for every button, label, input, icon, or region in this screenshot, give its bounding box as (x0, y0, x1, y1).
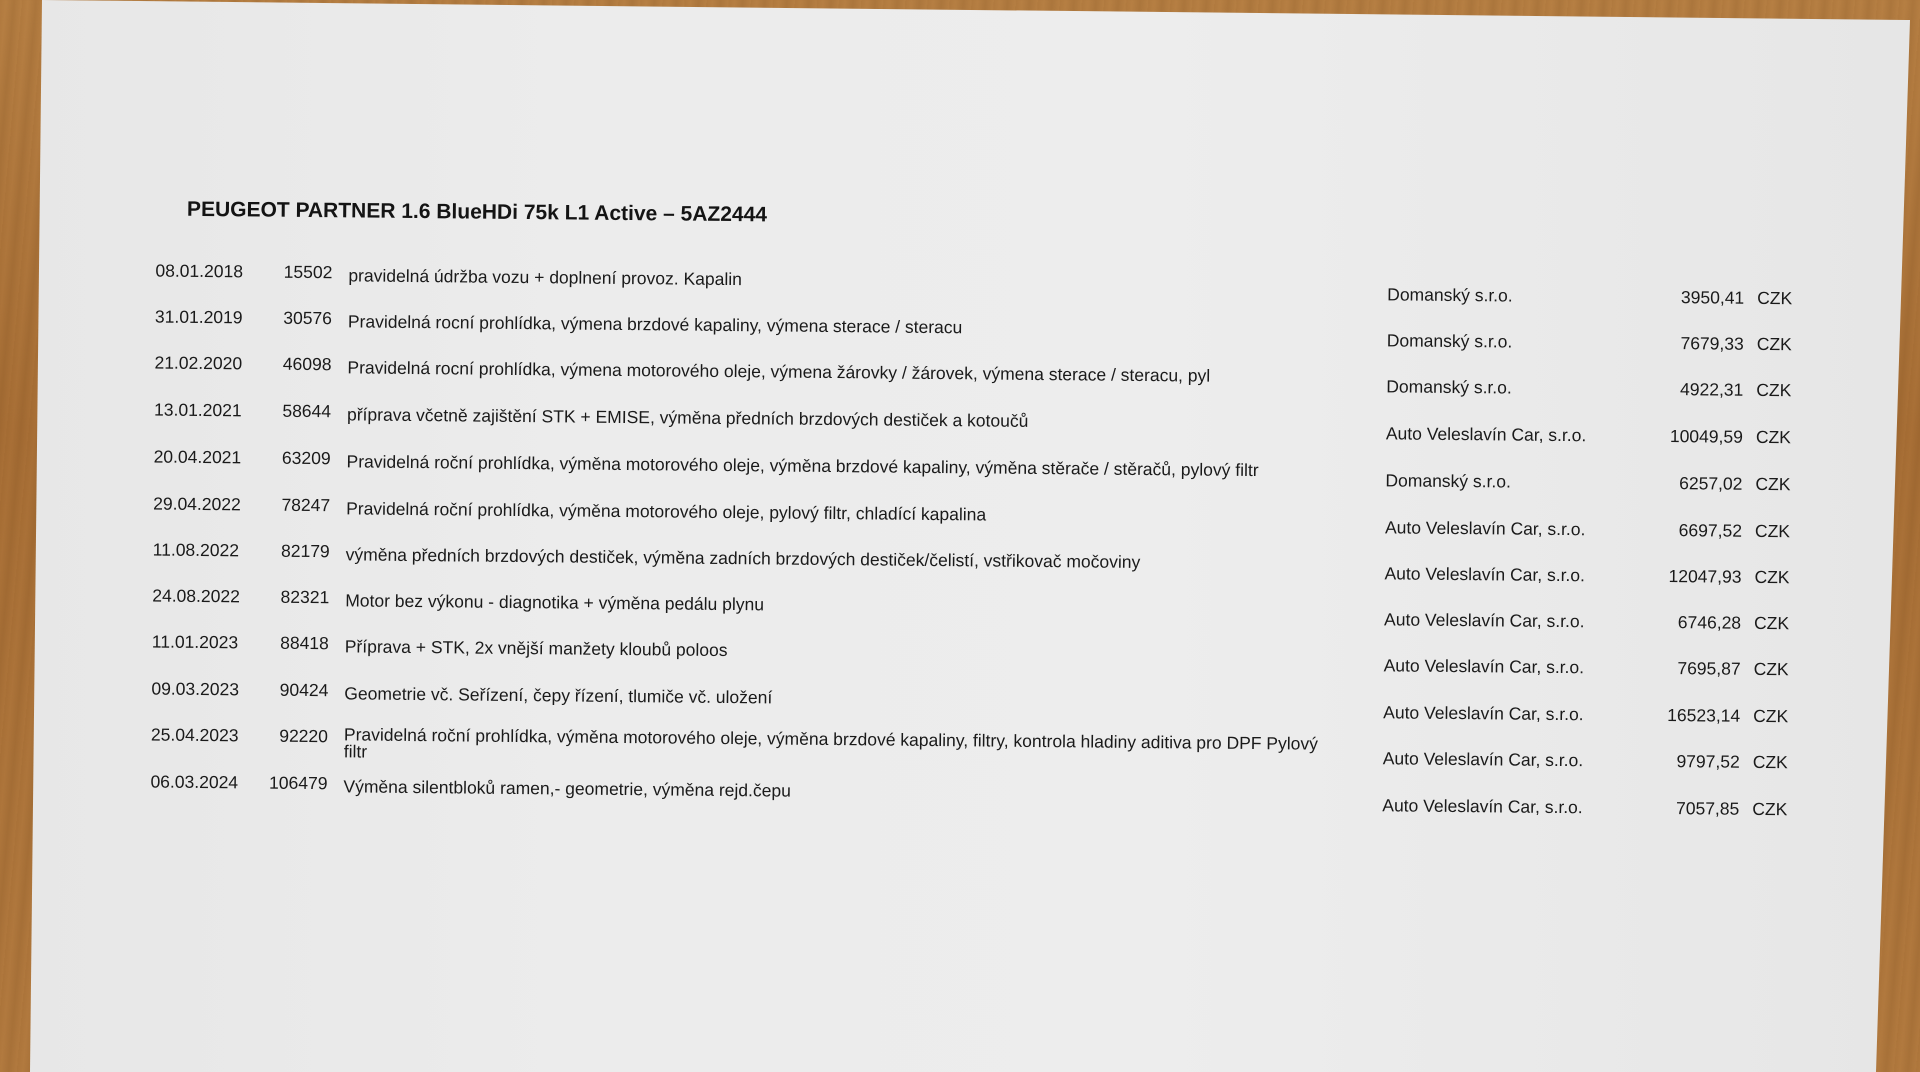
row-km: 82321 (280, 586, 330, 608)
row-vendor: Auto Veleslavín Car, s.r.o. (1382, 795, 1583, 818)
row-km: 92220 (279, 725, 329, 747)
row-vendor: Auto Veleslavín Car, s.r.o. (1383, 655, 1585, 678)
row-description: Příprava + STK, 2x vnější manžety kloubů poloos (344, 636, 728, 661)
row-date: 11.08.2022 (152, 539, 240, 561)
row-currency: CZK (1756, 333, 1792, 355)
row-currency: CZK (1752, 798, 1788, 820)
row-date: 20.04.2021 (153, 446, 242, 468)
row-vendor: Domanský s.r.o. (1385, 470, 1512, 492)
row-currency: CZK (1756, 379, 1792, 401)
row-km: 90424 (279, 679, 329, 701)
row-km: 78247 (281, 494, 331, 516)
row-currency: CZK (1754, 520, 1791, 542)
row-currency: CZK (1755, 473, 1791, 495)
document-title: PEUGEOT PARTNER 1.6 BlueHDi 75k L1 Active – 5AZ2444 (186, 197, 768, 227)
row-vendor: Auto Veleslavín Car, s.r.o. (1385, 423, 1587, 446)
row-amount: 4922,31 (1679, 379, 1744, 400)
row-date: 31.01.2019 (154, 306, 243, 328)
table-row (0, 770, 1913, 828)
row-currency: CZK (1753, 658, 1789, 680)
row-date: 25.04.2023 (150, 724, 239, 746)
row-description: Pravidelná roční prohlídka, výměna motorového oleje, výměna brzdové kapaliny, výměna stěrače / stěračů, pylový filtr (346, 451, 1259, 481)
row-km: 88418 (280, 632, 329, 654)
row-amount: 10049,59 (1669, 426, 1743, 447)
row-vendor: Domanský s.r.o. (1386, 376, 1512, 398)
row-vendor: Auto Veleslavín Car, s.r.o. (1382, 748, 1584, 771)
row-km: 46098 (282, 353, 332, 375)
row-description: Motor bez výkonu - diagnotika + výměna pedálu plynu (345, 590, 765, 615)
row-date: 06.03.2024 (150, 771, 239, 793)
row-amount: 7057,85 (1675, 798, 1740, 819)
row-description: Geometrie vč. Seřízení, čepy řízení, tlumiče vč. uložení (344, 683, 773, 708)
row-currency: CZK (1752, 751, 1788, 773)
row-amount: 12047,93 (1668, 566, 1742, 587)
row-description: Pravidelná roční prohlídka, výměna motorového oleje, výměna brzdové kapaliny, filtry, kontrola hladiny aditiva pro DPF Pylový filtr (343, 724, 1319, 762)
row-currency: CZK (1755, 426, 1791, 448)
row-currency: CZK (1753, 705, 1789, 727)
row-date: 13.01.2021 (153, 399, 242, 421)
row-km: 58644 (282, 400, 332, 422)
row-amount: 6746,28 (1677, 612, 1742, 633)
row-date: 11.01.2023 (151, 631, 239, 653)
row-vendor: Domanský s.r.o. (1386, 330, 1513, 352)
row-km: 63209 (281, 447, 331, 469)
row-date: 29.04.2022 (153, 493, 241, 515)
row-description: příprava včetně zajištění STK + EMISE, výměna předních brzdových destiček a kotoučů (346, 404, 1029, 431)
row-amount: 6257,02 (1679, 473, 1743, 494)
row-km: 15502 (283, 261, 333, 283)
row-km: 30576 (283, 307, 333, 329)
row-amount: 9797,52 (1676, 751, 1740, 772)
row-vendor: Auto Veleslavín Car, s.r.o. (1384, 563, 1586, 586)
row-description: Pravidelná rocní prohlídka, výmena brzdové kapaliny, výmena sterace / steracu (347, 311, 963, 338)
row-date: 21.02.2020 (154, 352, 243, 374)
row-description: výměna předních brzdových destiček, výměna zadních brzdových destiček/čelistí, vstřikovač močoviny (345, 544, 1141, 572)
row-currency: CZK (1757, 287, 1793, 309)
row-description: Pravidelná roční prohlídka, výměna motorového oleje, pylový filtr, chladící kapalina (346, 498, 987, 525)
row-vendor: Auto Veleslavín Car, s.r.o. (1383, 702, 1584, 725)
row-amount: 6697,52 (1678, 520, 1743, 541)
row-currency: CZK (1754, 612, 1790, 634)
row-description: pravidelná údržba vozu + doplnení provoz. Kapalin (348, 265, 742, 290)
row-vendor: Domanský s.r.o. (1387, 284, 1513, 306)
row-amount: 7695,87 (1677, 658, 1741, 679)
row-vendor: Auto Veleslavín Car, s.r.o. (1384, 517, 1586, 540)
row-km: 106479 (268, 772, 328, 794)
row-date: 08.01.2018 (155, 260, 244, 282)
row-description: Výměna silentbloků ramen,- geometrie, výměna rejd.čepu (343, 776, 791, 801)
row-amount: 16523,14 (1667, 705, 1741, 726)
row-currency: CZK (1754, 566, 1790, 588)
row-vendor: Auto Veleslavín Car, s.r.o. (1384, 609, 1585, 632)
row-date: 09.03.2023 (151, 678, 240, 700)
row-description: Pravidelná rocní prohlídka, výmena motorového oleje, výmena žárovky / žárovek, výmena sterace / steracu, pyl (347, 357, 1211, 386)
row-km: 82179 (280, 540, 330, 562)
row-date: 24.08.2022 (152, 585, 240, 607)
row-amount: 7679,33 (1680, 333, 1744, 354)
row-amount: 3950,41 (1680, 287, 1745, 308)
